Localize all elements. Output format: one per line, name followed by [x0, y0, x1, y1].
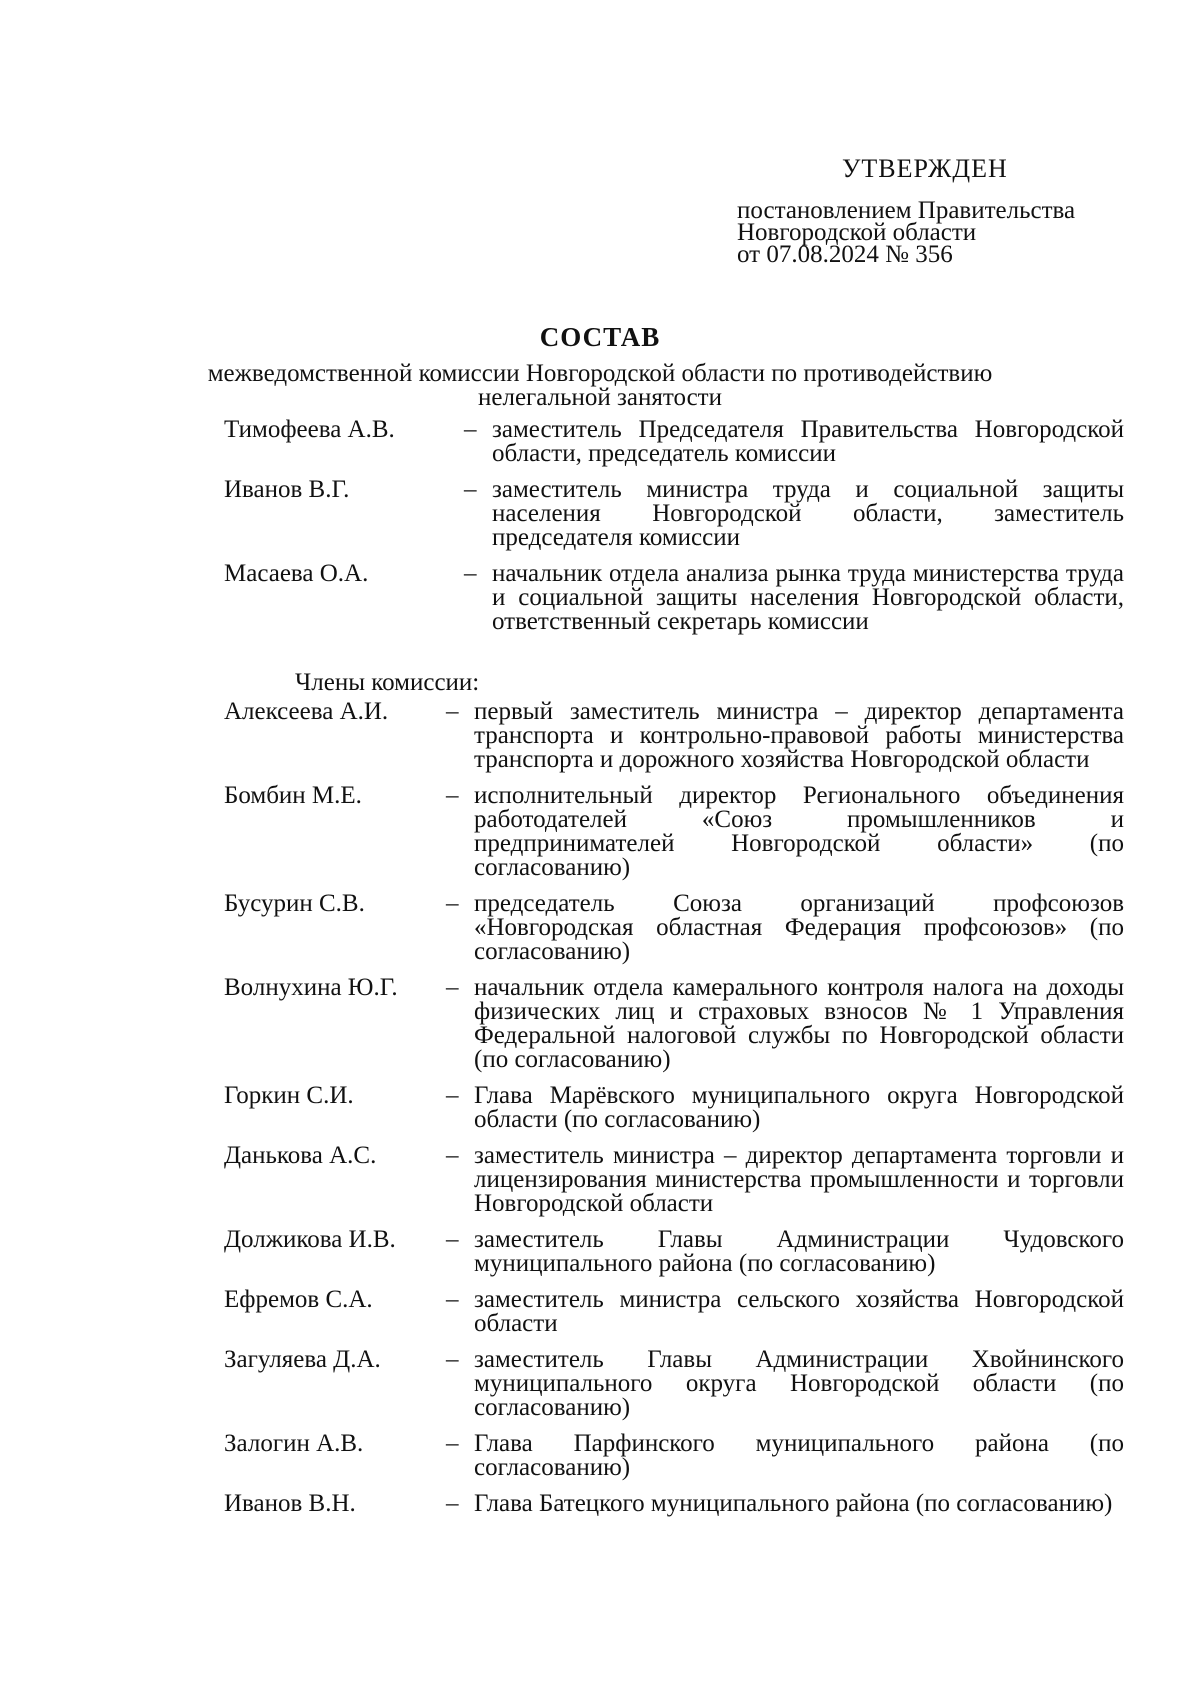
person-name: Загуляева Д.А.	[224, 1346, 381, 1373]
document-subtitle	[0, 362, 1200, 410]
leadership-row	[224, 478, 1124, 550]
dash: –	[464, 560, 477, 587]
dash: –	[446, 1490, 459, 1517]
member-row	[224, 892, 1124, 964]
person-role: заместитель Главы Администрации Чудовского муниципального района (по согласованию)	[474, 1226, 1124, 1277]
person-name: Залогин А.В.	[224, 1430, 364, 1457]
dash: –	[446, 1142, 459, 1169]
person-name: Данькова А.С.	[224, 1142, 377, 1169]
person-role: заместитель министра труда и социальной защиты населения Новгородской области, заместитель председателя комиссии	[492, 476, 1124, 551]
subtitle-line: межведомственной комиссии Новгородской области по противодействию	[207, 360, 993, 387]
person-role: первый заместитель министра – директор департамента транспорта и контрольно-правовой работы министерства транспорта и дорожного хозяйства Новгородской области	[474, 698, 1124, 773]
member-row	[224, 784, 1124, 880]
member-row	[224, 1084, 1124, 1132]
person-role: начальник отдела анализа рынка труда министерства труда и социальной защиты населения Новгородской области, ответственный секретарь комиссии	[492, 560, 1124, 635]
document-heading	[0, 320, 1200, 410]
person-name: Масаева О.А.	[224, 560, 369, 587]
member-row	[224, 1288, 1124, 1336]
person-name: Алексеева А.И.	[224, 698, 389, 725]
person-name: Волнухина Ю.Г.	[224, 974, 398, 1001]
person-name: Иванов В.Н.	[224, 1490, 356, 1517]
approval-title: УТВЕРЖДЕН	[842, 154, 1008, 183]
approval-line: от 07.08.2024 № 356	[737, 241, 953, 268]
person-name: Тимофеева А.В.	[224, 416, 395, 443]
leadership-row	[224, 418, 1124, 466]
members-heading: Члены комиссии:	[295, 669, 480, 696]
member-row	[224, 1144, 1124, 1216]
members-list	[224, 700, 1124, 1528]
leadership-list	[224, 418, 1124, 646]
person-name: Горкин С.И.	[224, 1082, 354, 1109]
person-role: исполнительный директор Регионального объединения работодателей «Союз промышленников и предпринимателей Новгородской области» (по согласованию)	[474, 782, 1124, 881]
dash: –	[464, 416, 477, 443]
dash: –	[446, 890, 459, 917]
dash: –	[446, 1226, 459, 1253]
member-row	[224, 1432, 1124, 1480]
dash: –	[446, 1430, 459, 1457]
dash: –	[446, 1346, 459, 1373]
person-name: Ефремов С.А.	[224, 1286, 373, 1313]
person-role: Глава Батецкого муниципального района (по согласованию)	[474, 1490, 1113, 1517]
subtitle-line: нелегальной занятости	[478, 384, 722, 411]
member-row	[224, 700, 1124, 772]
dash: –	[446, 698, 459, 725]
person-role: начальник отдела камерального контроля налога на доходы физических лиц и страховых взносов № 1 Управления Федеральной налоговой службы по Новгородской области (по согласованию)	[474, 974, 1124, 1073]
person-name: Бомбин М.Е.	[224, 782, 362, 809]
dash: –	[464, 476, 477, 503]
dash: –	[446, 1082, 459, 1109]
member-row	[224, 976, 1124, 1072]
approval-lines	[737, 197, 1137, 268]
member-row	[224, 1228, 1124, 1276]
dash: –	[446, 1286, 459, 1313]
member-row	[224, 1492, 1124, 1516]
dash: –	[446, 782, 459, 809]
approval-line: Новгородской области	[737, 219, 977, 246]
person-role: заместитель министра – директор департамента торговли и лицензирования министерства промышленности и торговли Новгородской области	[474, 1142, 1124, 1217]
document-title: СОСТАВ	[539, 322, 661, 352]
person-role: председатель Союза организаций профсоюзов «Новгородская областная Федерация профсоюзов» (по согласованию)	[474, 890, 1124, 965]
person-name: Иванов В.Г.	[224, 476, 350, 503]
member-row	[224, 1348, 1124, 1420]
dash: –	[446, 974, 459, 1001]
person-role: заместитель Главы Администрации Хвойнинского муниципального округа Новгородской области (по согласованию)	[474, 1346, 1124, 1421]
person-role: заместитель Председателя Правительства Новгородской области, председатель комиссии	[492, 416, 1124, 467]
person-role: Глава Марёвского муниципального округа Новгородской области (по согласованию)	[474, 1082, 1124, 1133]
leadership-row	[224, 562, 1124, 634]
person-role: Глава Парфинского муниципального района (по согласованию)	[474, 1430, 1124, 1481]
person-name: Должикова И.В.	[224, 1226, 396, 1253]
approval-stamp	[737, 152, 1137, 266]
approval-line: постановлением Правительства	[737, 197, 1076, 224]
person-role: заместитель министра сельского хозяйства Новгородской области	[474, 1286, 1124, 1337]
person-name: Бусурин С.В.	[224, 890, 365, 917]
